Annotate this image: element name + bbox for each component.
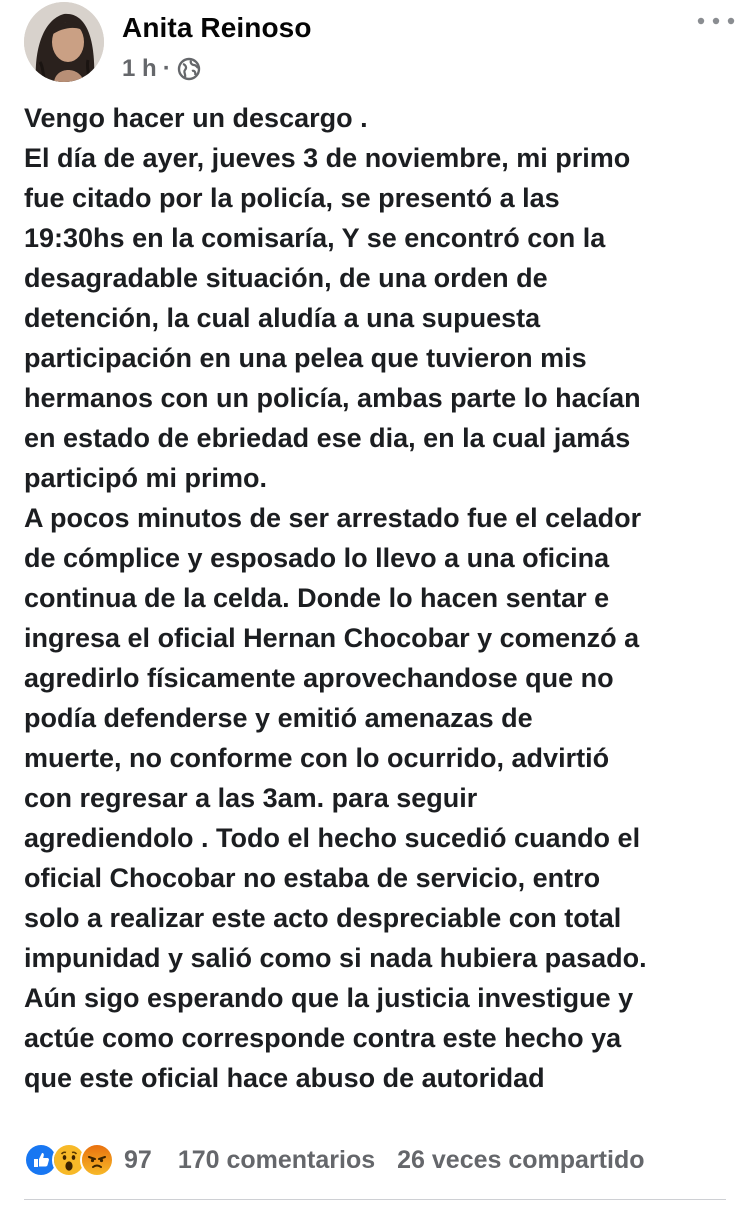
more-dots-icon xyxy=(696,13,736,31)
post-text-line: Vengo hacer un descargo . xyxy=(24,103,368,133)
post-text xyxy=(24,98,736,1098)
post-text-line: detención, la cual aludía a una supuesta xyxy=(24,303,541,333)
post-text-line: muerte, no conforme con lo ocurrido, advirtió xyxy=(24,743,610,773)
post-text-line: oficial Chocobar no estaba de servicio, entro xyxy=(24,863,601,893)
post-text-line: 19:30hs en la comisaría, Y se encontró con la xyxy=(24,223,606,253)
post-text-line: podía defenderse y emitió amenazas de xyxy=(24,703,533,733)
post-header xyxy=(24,2,734,82)
post-text-line: continua de la celda. Donde lo hacen sentar e xyxy=(24,583,610,613)
meta-separator: · xyxy=(162,55,171,82)
post-text-line: agrediendolo . Todo el hecho sucedió cuando el xyxy=(24,823,641,853)
post-meta xyxy=(122,54,201,84)
comments-link[interactable]: 170 comentarios xyxy=(177,1145,376,1174)
post-text-line: agredirlo físicamente aprovechandose que no xyxy=(24,663,614,693)
post-footer xyxy=(24,1136,726,1184)
reaction-summary[interactable] xyxy=(24,1140,114,1180)
reaction-count[interactable]: 97 xyxy=(124,1145,152,1174)
post-text-line: fue citado por la policía, se presentó a las xyxy=(24,183,560,213)
author-avatar[interactable] xyxy=(24,2,104,82)
post-text-line: desagradable situación, de una orden de xyxy=(24,263,548,293)
post-text-line: Aún sigo esperando que la justicia investigue y xyxy=(24,983,634,1013)
post-text-line: impunidad y salió como si nada hubiera pasado. xyxy=(24,943,647,973)
post-text-line: solo a realizar este acto despreciable con total xyxy=(24,903,622,933)
shares-link[interactable]: 26 veces compartido xyxy=(397,1145,645,1174)
post-text-line: El día de ayer, jueves 3 de noviembre, mi primo xyxy=(24,143,631,173)
post-text-line: actúe como corresponde contra este hecho ya xyxy=(24,1023,622,1053)
more-options-button[interactable] xyxy=(694,12,738,32)
post-text-line: participó mi primo. xyxy=(24,463,268,493)
author-name[interactable]: Anita Reinoso xyxy=(122,12,312,43)
post-text-line: con regresar a las 3am. para seguir xyxy=(24,783,478,813)
post-text-line: A pocos minutos de ser arrestado fue el celador xyxy=(24,503,642,533)
angry-icon xyxy=(80,1143,114,1177)
post-time[interactable]: 1 h xyxy=(122,55,157,82)
post-text-line: participación en una pelea que tuvieron mis xyxy=(24,343,587,373)
post-text-line: de cómplice y esposado lo llevo a una oficina xyxy=(24,543,610,573)
post-text-line: hermanos con un policía, ambas parte lo hacían xyxy=(24,383,641,413)
post-text-line: que este oficial hace abuso de autoridad xyxy=(24,1063,545,1093)
post-text-line: ingresa el oficial Hernan Chocobar y comenzó a xyxy=(24,623,640,653)
globe-icon[interactable] xyxy=(177,57,201,81)
post-text-line: en estado de ebriedad ese dia, en la cual jamás xyxy=(24,423,631,453)
footer-divider xyxy=(24,1199,726,1200)
